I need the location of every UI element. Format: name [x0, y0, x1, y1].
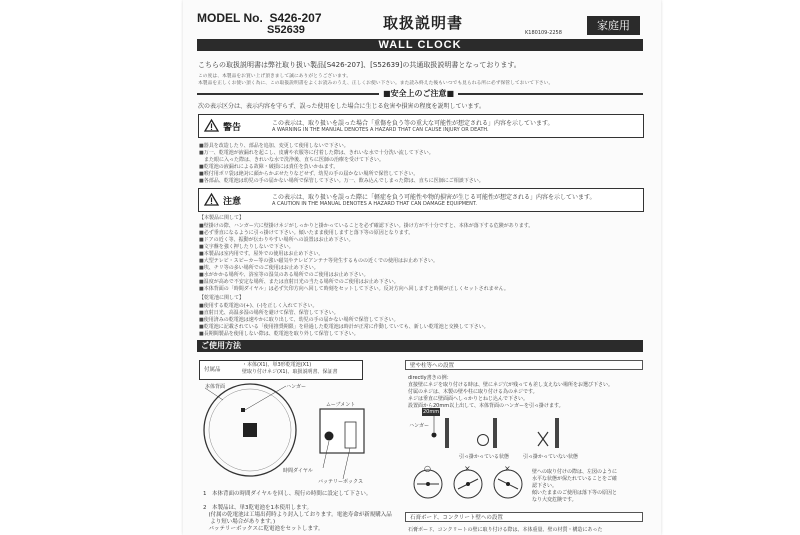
- intro-small-1: この度は、本製品をお買い上げ頂きまして誠にありがとうございます。: [198, 74, 352, 79]
- step-2-battery: バッテリーボックスに乾電池をセットします。: [203, 526, 324, 532]
- hanger-hole: [241, 408, 245, 412]
- product-bar: WALL CLOCK: [197, 39, 643, 51]
- manual-title: 取扱説明書: [383, 14, 464, 32]
- caution-item: ■本体背面の「時間ダイヤル」は必ず矢印方向へ回して時刻をセットして下さい。反対方向へ回しますと時間が正しくセットされません。: [199, 286, 509, 292]
- wall-line: directly書きの例：: [408, 375, 452, 381]
- wall-line: ネジは垂直に壁面面へしっかりとねじ込んで下さい。: [408, 396, 529, 402]
- step-2-note: (付属の乾電池は工場出荷時より封入しております。電池寿命が新規購入品: [203, 512, 392, 518]
- movement-label: ムーブメント: [326, 402, 356, 408]
- model-number-1: S426-207: [269, 11, 322, 25]
- caution-item: ■必ず垂直になるように引っ掛けて下さい。傾いたまま使用しますと落下等の原因となります。: [199, 230, 414, 236]
- caution-item: ■ドアの近く等、振動が伝わりやすい場所への設置はお止め下さい。: [199, 237, 354, 243]
- back-label: 本体背面: [205, 384, 226, 390]
- tilt-note: 認下さい。: [532, 483, 558, 489]
- step-2: 2 本製品は、単3乾電池を1本使用します。: [203, 505, 313, 511]
- intro-line: こちらの取扱説明書は弊社取り扱い製品[S426-207]、[S52639]の共通取扱説明書となっております。: [198, 61, 521, 69]
- not-hooked-label: 引っ掛かっていない状態: [523, 454, 579, 460]
- caution-jp: この表示は、取り扱いを誤った際に「軽症を負う可能性や物的損害が生じる可能性が想定される」内容を示しています。: [272, 194, 596, 201]
- ng-symbol-1: ×: [464, 464, 471, 473]
- warning-item: ■器具を改造したり、部品を追加、変更して使用しないで下さい。: [199, 143, 349, 149]
- warning-item: ■喉付用ボリ袋は絶対に顔からかぶせたりなどせず、幼児の手の届かない場所で保管して下さい。: [199, 171, 419, 177]
- safety-intro: 次の表示区分は、表示内容を守らず、誤った使用をした場合に生じる危害や損害の程度を説明しています。: [198, 103, 486, 110]
- wall-line: 付属のネジは、木製の壁や柱に取り付ける為のネジです。: [408, 389, 538, 395]
- caution-item: ■水がかかる場所や、浴室等の湿気のある場所でのご使用はお止め下さい。: [199, 272, 369, 278]
- included-label: 付属品: [204, 367, 221, 373]
- stone-line: 石膏ボード、コンクリートの壁に取り付ける際は、本体重量、壁の材質・構造にあった: [408, 527, 603, 533]
- caution-item: ■埃、チリ等の多い場所でのご使用はお止め下さい。: [199, 265, 319, 271]
- model-label: MODEL No. S426-207: [197, 11, 322, 25]
- dial-label: 時間ダイヤル: [283, 468, 313, 474]
- battery-item: ■長期間製品を使用しない際は、乾電池を取り外して保管して下さい。: [199, 331, 359, 337]
- household-badge: 家庭用: [587, 16, 640, 35]
- caution-heading-battery: 【乾電池に関して】: [199, 295, 245, 301]
- step-2-note-2: より短い場合があります。): [203, 519, 276, 525]
- battery-box-label: バッテリーボックス: [318, 479, 363, 485]
- warning-en: A WARNING IN THE MANUAL DENOTES A HAZARD THAT CAN CAUSE INJURY OR DEATH.: [272, 127, 489, 133]
- warning-item: ■万一、乾電池が液漏れを起こし、皮膚や衣服等に付着した際は、きれいな水で十分洗い流して下さい。: [199, 150, 434, 156]
- wall-hanger-label: ハンガー: [409, 423, 430, 429]
- clock-diagram: [183, 0, 661, 535]
- warning-item: また眼に入った際は、きれいな水で洗浄後、直ちに医師の治療を受けて下さい。: [199, 157, 385, 163]
- step-1: 1 本体背面の時間ダイヤルを回し、現行の時間に設定して下さい。: [203, 491, 372, 497]
- caution-label: 注意: [223, 197, 242, 207]
- tilt-note: 水平な状態が保たれていることをご確: [532, 476, 618, 482]
- time-dial: [325, 432, 334, 441]
- caution-en: A CAUTION IN THE MANUAL DENOTES A HAZARD THAT CAN DAMAGE EQUIPMENT.: [272, 201, 477, 207]
- caution-item: ■本製品は室内用です。屋外での使用はお止め下さい。: [199, 251, 324, 257]
- ok-symbol: ○: [424, 464, 431, 473]
- included-item: 壁取り付けネジ(X1)、取扱説明書、保証書: [242, 369, 338, 375]
- caution-heading-product: 【本製品に関して】: [199, 215, 245, 221]
- caution-item: ■温度が高めで不安定な場所、または直射日光の当たる場所でのご使用はお止め下さい。: [199, 279, 399, 285]
- model-number-2: S52639: [267, 24, 305, 36]
- battery-item: ■使用する乾電池の(+)、(-)を正しく入れて下さい。: [199, 303, 318, 309]
- label-20mm: 20mm: [423, 409, 440, 415]
- document-code: K180109-2258: [525, 30, 562, 36]
- manual-sheet: [183, 0, 661, 535]
- wall-line: 直接壁にネジを取り付ける時は、壁にネジ穴が残っても差し支えない場所をお選び下さい。: [408, 382, 614, 388]
- hooked-label: 引っ掛かっている状態: [459, 454, 510, 460]
- battery-item: ■乾電池に記載されている「使用推奨期限」を経過した乾電池は時計が正常に作動していても、新しい乾電池と交換して下さい。: [199, 324, 489, 330]
- tilt-note: なり大変危険です。: [532, 497, 577, 503]
- warning-item: ■各部品、乾電池は幼児の手の届かない場所で保管して下さい。万一、飲み込んでしまった際は、直ちに医師にご相談下さい。: [199, 178, 484, 184]
- movement-box: [320, 409, 364, 453]
- usage-title: ご使用方法: [197, 340, 643, 352]
- movement-block: [243, 423, 257, 437]
- caution-item: ■大型テレビ・スピーカー等の強い磁気やテレビアンテナ等発生するものの近くでの使用はお止め下さい。: [199, 258, 439, 264]
- battery-item: ■直射日光、高温多湿の場所を避けて保管、保管して下さい。: [199, 310, 339, 316]
- caution-item: ■文字盤を強く押したりしないで下さい。: [199, 244, 294, 250]
- tilt-note: 傾いたままのご使用は落下等の原因と: [532, 490, 618, 496]
- ng-symbol-2: ×: [504, 464, 511, 473]
- tilt-note: 壁への取り付けの際は、左図のように: [532, 469, 618, 475]
- included-item: ・本体(X1)、単3形乾電池(X1): [242, 362, 312, 368]
- stone-section-title: 石膏ボード、コンクリート壁への設置: [405, 512, 643, 522]
- hanger-label: ハンガー: [286, 384, 307, 390]
- warning-jp: この表示は、取り扱いを誤った場合「重傷を負う等の重大な可能性が想定される」内容を示しています。: [272, 120, 554, 127]
- safety-title: ■安全上のご注意■: [379, 88, 458, 99]
- warning-label: 警告: [223, 123, 242, 133]
- caution-item: ■壁掛けの際、ハンガー穴に壁掛けネジがしっかりと掛かっていることを必ず確認下さい。掛け方が不十分ですと、本体が落下する危険があります。: [199, 223, 534, 229]
- intro-small-2: 本製品を正しくお使い頂く為に、この取扱説明書をよくお読みのうえ、正しくお使い下さい。また読み終えた後もいつでも見られる所に必ず保管しておいて下さい。: [198, 81, 554, 86]
- warning-item: ■乾電池の液漏れによる故障・破損には責任を負いかねます。: [199, 164, 339, 170]
- wall-line: 設置面から20mm以上出して、本体背面のハンガーを引っ掛けます。: [408, 403, 564, 409]
- battery-item: ■使用済みの乾電池は速やかに取り出して、幼児の手の届かない場所で保管して下さい。: [199, 317, 399, 323]
- wall-section-title: 壁や柱等への設置: [405, 360, 643, 370]
